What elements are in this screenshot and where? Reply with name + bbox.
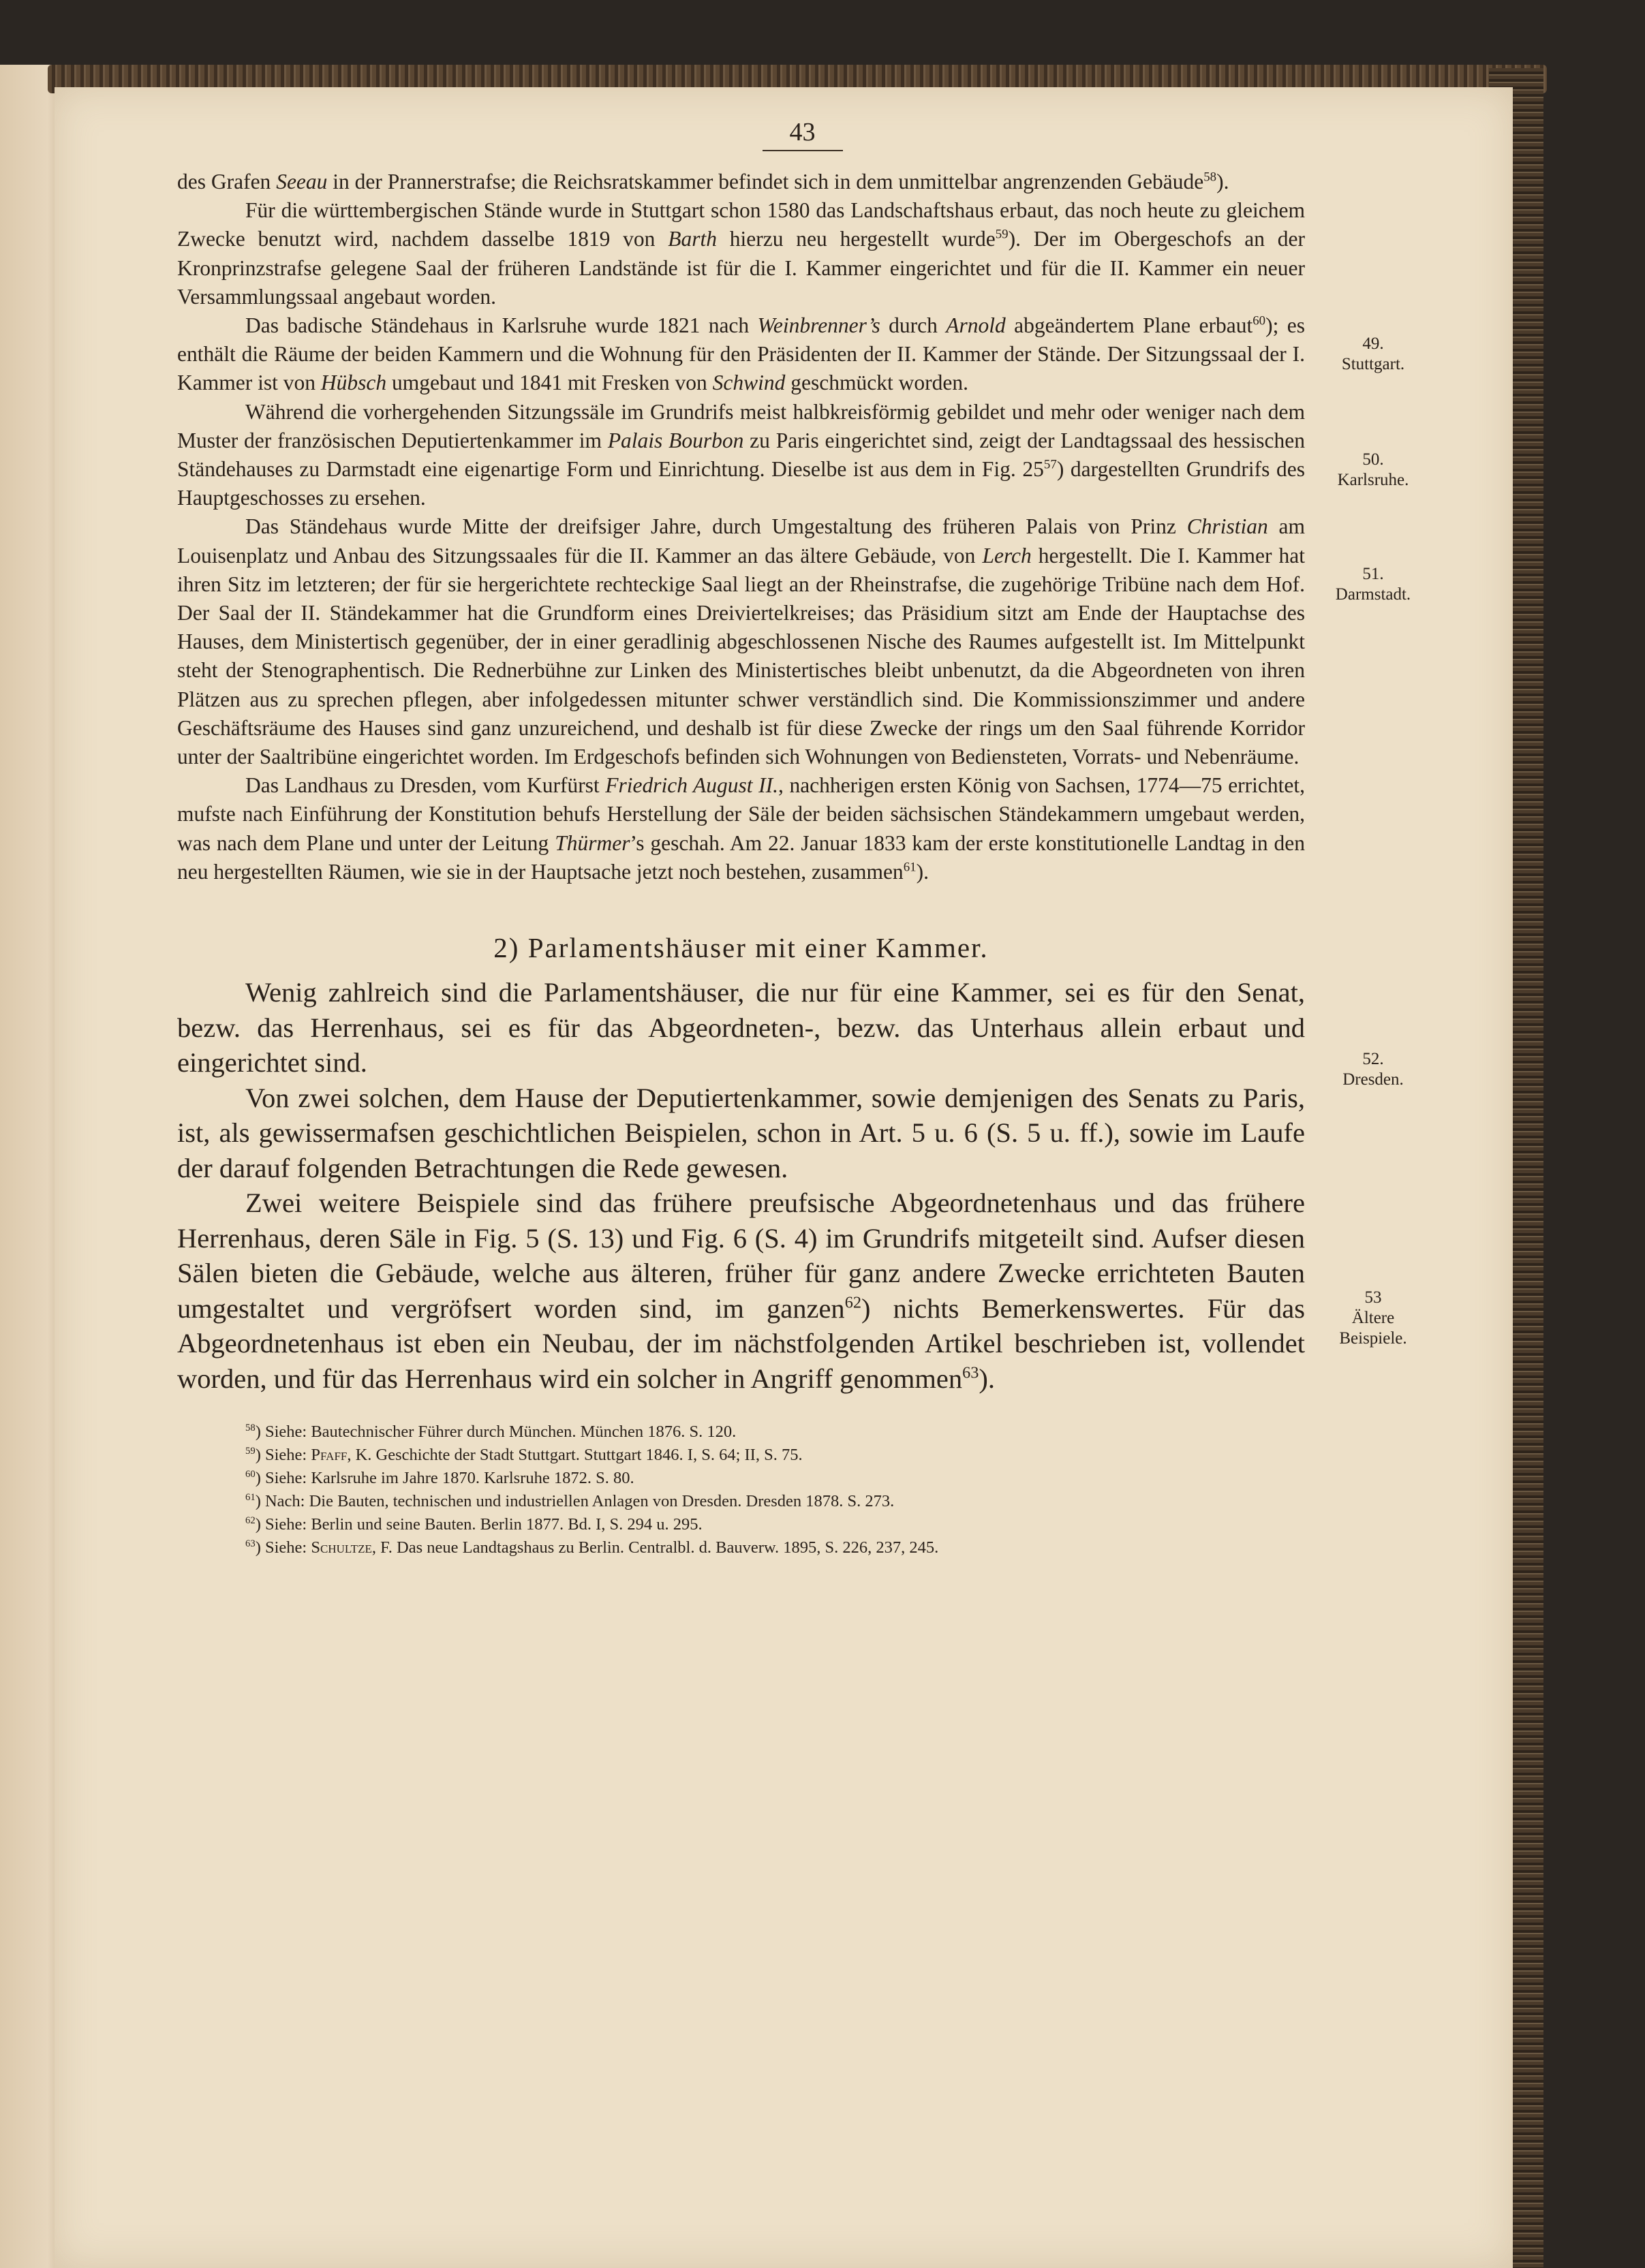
text-run: Während die vorhergehenden Sitzungssäle im Grundrifs meist halbkreisförmig gebildet und mehr oder weniger nach dem Muster der französischen Deputiertenkammer im	[177, 399, 1305, 452]
footnote	[245, 1467, 1305, 1490]
text-run: zu Paris eingerichtet sind, zeigt der Landtagssaal des hessischen Ständehauses zu Darmstadt eine eigenartige Form und Einrichtung. Dieselbe ist aus dem in Fig. 25	[177, 428, 1305, 482]
margin-note-number: 51.	[1362, 565, 1384, 583]
paragraph	[177, 771, 1305, 886]
text-run: Von zwei solchen, dem Hause der Deputiertenkammer, sowie demjenigen des Senats zu Paris, ist, als gewissermafsen geschichtlichen Beispielen, schon in Art. 5 u. 6 (S. 5 u. ff.), sowie im Laufe der darauf folgenden Betrachtungen die Rede gewesen.	[177, 1082, 1305, 1183]
text-run: , nachherigen ersten König von Sachsen, 1774—75 errichtet, mufste nach Einführung der Konstitution behufs Herstellung der Säle der beiden sächsischen Ständekammern umgebaut werden, was nach dem Plane und unter der Leitung	[177, 773, 1306, 855]
text-run: ) Siehe: Berlin und seine Bauten. Berlin 1877. Bd. I, S. 294 u. 295.	[255, 1515, 703, 1534]
text-run: , K. Geschichte der Stadt Stuttgart. Stuttgart 1846. I, S. 64; II, S. 75.	[347, 1446, 803, 1465]
text-run: ) Siehe:	[255, 1538, 311, 1557]
footnote	[245, 1420, 1305, 1444]
footnote	[245, 1490, 1305, 1513]
footnote	[245, 1536, 1305, 1559]
footnote-number: 59	[245, 1445, 256, 1457]
footnote-ref: 59	[995, 227, 1009, 242]
text-run: Zwei weitere Beispiele sind das frühere preufsische Abgeordnetenhaus und das frühere Herrenhaus, deren Säle in Fig. 5 (S. 13) und Fig. 6 (S. 4) im Grundrifs mitgeteilt sind. Aufser diesen Sälen bieten die Gebäude, welche aus älteren, früher für ganz andere Zwecke errichteten Bauten umgestaltet und vergröfsert worden sind, im ganzen	[177, 1187, 1305, 1324]
italic-name: Thürmer	[555, 830, 630, 855]
text-run: ).	[1216, 170, 1229, 193]
text-run: ). Der im Obergeschofs an der Kronprinzstrafse gelegene Saal der früheren Landstände ist für die I. Kammer eingerichtet und für die II. Kammer ein neuer Versammlungssaal angebaut worden.	[177, 227, 1305, 309]
italic-name: Friedrich August II.	[605, 773, 778, 798]
margin-note-number: 53	[1364, 1288, 1382, 1307]
text-run: , F. Das neue Landtagshaus zu Berlin. Centralbl. d. Bauverw. 1895, S. 226, 237, 245.	[371, 1538, 939, 1557]
footnote-number: 62	[245, 1514, 256, 1526]
margin-note-label: Karlsruhe.	[1337, 471, 1409, 489]
margin-note-label: Darmstadt.	[1335, 585, 1411, 604]
text-run: in der Prannerstrafse; die Reichsratskammer befindet sich in dem unmittelbar angrenzenden Gebäude	[327, 170, 1204, 193]
footnote-number: 61	[245, 1491, 256, 1503]
text-run: ).	[916, 859, 929, 884]
text-run: Das badische Ständehaus in Karlsruhe wurde 1821 nach	[245, 313, 758, 338]
margin-note-49	[1319, 334, 1428, 375]
author-name: Pfaff	[311, 1446, 348, 1465]
margin-note-52	[1319, 1049, 1428, 1090]
text-run: durch	[880, 313, 947, 338]
text-run: ).	[979, 1363, 995, 1394]
footnote	[245, 1444, 1305, 1467]
margin-note-50	[1319, 450, 1428, 491]
margin-note-51	[1319, 564, 1428, 605]
page-number-wrap	[300, 117, 1305, 151]
footnote-number: 58	[245, 1422, 256, 1433]
footnote-ref: 58	[1203, 170, 1217, 185]
text-run: des Grafen	[177, 170, 277, 193]
italic-name: Seeau	[276, 170, 328, 193]
italic-name: Barth	[668, 227, 717, 251]
footnote-number: 63	[245, 1538, 256, 1549]
margin-note-number: 50.	[1362, 450, 1384, 469]
page-content	[177, 117, 1305, 1559]
paragraph	[177, 975, 1305, 1081]
margin-note-number: 49.	[1362, 335, 1384, 353]
text-run: ); es enthält die Räume der beiden Kammern und die Wohnung für den Präsidenten der II. Kammer der Stände. Der Sitzungssaal der I. Kammer ist von	[177, 313, 1305, 395]
margin-note-number: 52.	[1362, 1050, 1384, 1068]
footnote-ref: 61	[903, 860, 917, 875]
text-run: ) Siehe: Karlsruhe im Jahre 1870. Karlsruhe 1872. S. 80.	[255, 1469, 634, 1488]
margin-note-label: Dresden.	[1342, 1070, 1404, 1089]
text-run: ) Siehe:	[255, 1446, 311, 1465]
paragraph	[177, 1185, 1305, 1396]
paragraph	[177, 512, 1305, 771]
footnotes	[245, 1420, 1305, 1559]
italic-name: Palais Bourbon	[607, 428, 744, 452]
section-heading: 2) Parlamentshäuser mit einer Kammer.	[493, 932, 989, 964]
paragraph	[177, 311, 1305, 398]
text-run: umgebaut und 1841 mit Fresken von	[386, 371, 713, 395]
text-run: ) Nach: Die Bauten, technischen und industriellen Anlagen von Dresden. Dresden 1878. S. 273.	[255, 1492, 895, 1511]
body-text-small	[177, 168, 1305, 886]
italic-name: Arnold	[946, 313, 1006, 338]
italic-name: Weinbrenner’s	[757, 313, 880, 338]
margin-note-label: Stuttgart.	[1341, 355, 1405, 373]
footnote-ref: 57	[1043, 457, 1057, 472]
margin-note-53	[1319, 1288, 1428, 1349]
text-run: geschmückt worden.	[785, 371, 968, 395]
author-name: Schultze	[311, 1538, 372, 1557]
text-run: ) Siehe: Bautechnischer Führer durch München. München 1876. S. 120.	[255, 1423, 737, 1442]
footnote	[245, 1513, 1305, 1536]
text-run: Wenig zahlreich sind die Parlamentshäuser, die nur für eine Kammer, sei es für den Senat, bezw. das Herrenhaus, sei es für das Abgeordneten-, bezw. das Unterhaus allein erbaut und eingerichtet sind.	[177, 977, 1305, 1078]
text-run: Für die württembergischen Stände wurde in Stuttgart schon 1580 das Landschaftshaus erbaut, das noch heute zu gleichem Zwecke benutzt wird, nachdem dasselbe 1819 von	[177, 198, 1305, 251]
footnote-ref: 63	[962, 1363, 979, 1382]
footnote-ref: 62	[844, 1293, 861, 1312]
italic-name: Lerch	[982, 543, 1032, 568]
text-run: ’s geschah. Am 22. Januar 1833 kam der erste konstitutionelle Landtag in den neu hergestellten Räumen, wie sie in der Hauptsache jetzt noch bestehen, zusammen	[177, 830, 1305, 884]
paragraph	[177, 196, 1305, 311]
italic-name: Schwind	[712, 371, 786, 395]
text-run: Das Landhaus zu Dresden, vom Kurfürst	[245, 773, 606, 798]
text-run: am Louisenplatz und Anbau des Sitzungssaales für die II. Kammer an das ältere Gebäude, von	[177, 514, 1305, 568]
italic-name: Christian	[1186, 514, 1268, 539]
margin-note-label-line2: Beispiele.	[1339, 1329, 1407, 1348]
italic-name: Hübsch	[320, 371, 387, 395]
page-number: 43	[763, 117, 843, 151]
footnote-ref: 60	[1252, 313, 1266, 328]
text-run: ) dargestellten Grundrifs des Hauptgeschosses zu ersehen.	[177, 457, 1305, 510]
margin-note-label: Ältere	[1351, 1309, 1395, 1327]
paragraph	[177, 1081, 1305, 1186]
paragraph	[177, 168, 1305, 196]
text-run: hergestellt. Die I. Kammer hat ihren Sitz im letzteren; der für sie hergerichtete rechteckige Saal liegt an der Rheinstrafse, die zugehörige Tribüne nach dem Hof. Der Saal der II. Ständekammer hat die Grundform eines Dreiviertelkreises; das Präsidium sitzt am Ende der Hauptachse des Hauses, dem Ministertisch gegenüber, der in einer geradlinig abgeschlossenen Nische des Raumes aufgestellt ist. Im Mittelpunkt steht der Stenographentisch. Die Rednerbühne zur Linken des Ministertisches bleibt unbenutzt, da die Abgeordneten von ihren Plätzen aus zu sprechen pflegen, aber infolgedessen mitunter schwer verständlich sind. Die Kommissionszimmer und andere Geschäftsräume des Hauses sind ganz unzureichend, und deshalb ist für diese Zwecke der rings um den Saal führende Korridor unter der Saaltribüne eingerichtet worden. Im Erdgeschofs befinden sich Wohnungen von Bediensteten, Vorrats- und Nebenräume.	[177, 543, 1305, 769]
text-run: hierzu neu hergestellt wurde	[717, 227, 996, 251]
body-text-large	[177, 975, 1305, 1396]
text-run: abgeändertem Plane erbaut	[1005, 313, 1253, 338]
text-run: ) nichts Bemerkenswertes. Für das Abgeordnetenhaus ist eben ein Neubau, der im nächstfolgenden Artikel beschrieben ist, vollendet worden, und für das Herrenhaus wird ein solcher in Angriff genommen	[177, 1292, 1305, 1394]
paragraph	[177, 398, 1305, 513]
text-run: Das Ständehaus wurde Mitte der dreifsiger Jahre, durch Umgestaltung des früheren Palais von Prinz	[245, 514, 1187, 539]
footnote-number: 60	[245, 1468, 256, 1480]
